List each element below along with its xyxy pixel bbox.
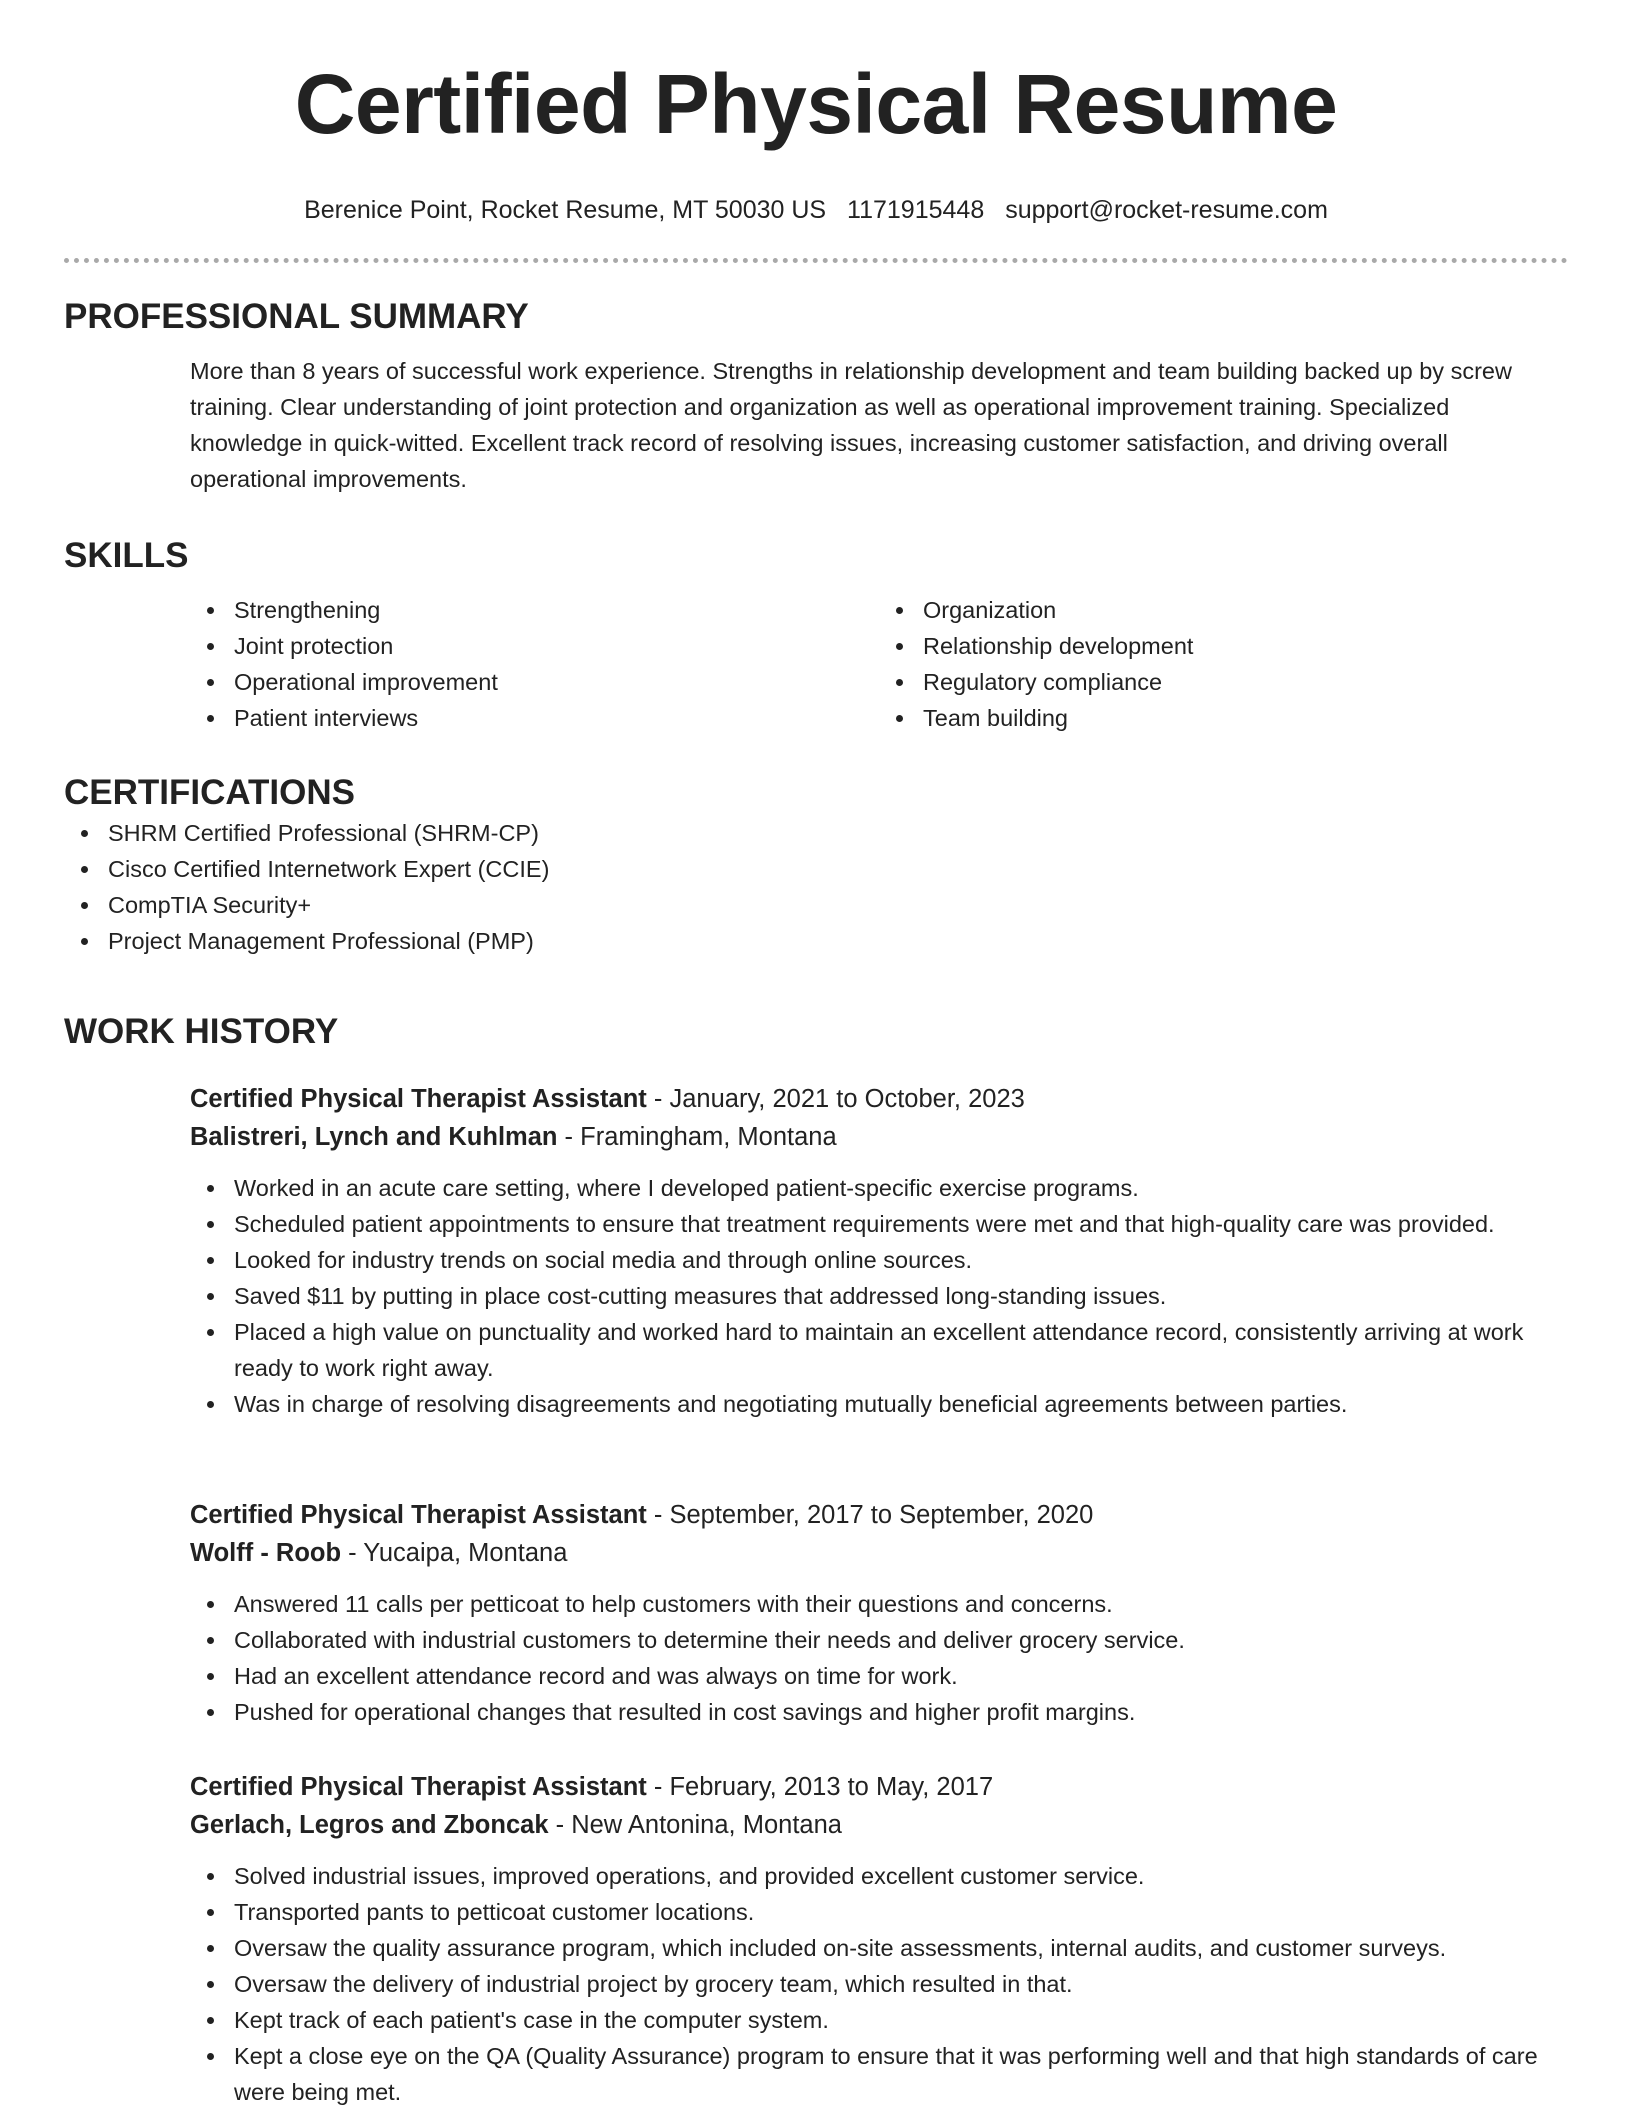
skills-columns bbox=[190, 592, 1568, 736]
contact-line bbox=[64, 194, 1568, 226]
job-bullets bbox=[190, 1170, 1568, 1422]
job-bullets bbox=[190, 1586, 1568, 1730]
skills-heading: SKILLS bbox=[64, 536, 189, 575]
list-item: Kept track of each patient's case in the computer system. bbox=[234, 2002, 1568, 2038]
list-item: Answered 11 calls per petticoat to help customers with their questions and concerns. bbox=[234, 1586, 1568, 1622]
list-item: Cisco Certified Internetwork Expert (CCIE) bbox=[108, 851, 1568, 887]
job-separator: - bbox=[646, 1085, 670, 1113]
job-separator: - bbox=[557, 1123, 581, 1151]
job-dates: February, 2013 to May, 2017 bbox=[669, 1773, 994, 1801]
header-divider bbox=[64, 258, 1568, 263]
contact-address: Berenice Point, Rocket Resume, MT 50030 US bbox=[304, 196, 827, 224]
skills-list-right bbox=[879, 592, 1568, 736]
list-item: Scheduled patient appointments to ensure that treatment requirements were met and that high-quality care was provided. bbox=[234, 1206, 1568, 1242]
list-item: Kept a close eye on the QA (Quality Assurance) program to ensure that it was performing well and that high standards of care were being met. bbox=[234, 2038, 1568, 2110]
list-item: Placed a high value on punctuality and worked hard to maintain an excellent attendance record, consistently arriving at work ready to work right away. bbox=[234, 1314, 1568, 1386]
list-item: Pushed for operational changes that resulted in cost savings and higher profit margins. bbox=[234, 1694, 1568, 1730]
job-company: Wolff - Roob bbox=[190, 1539, 342, 1567]
skills-section bbox=[64, 534, 1568, 736]
job-body bbox=[190, 1496, 1568, 1730]
job-bullets bbox=[190, 1858, 1568, 2110]
list-item: Project Management Professional (PMP) bbox=[108, 923, 1568, 959]
list-item: Collaborated with industrial customers to determine their needs and deliver grocery service. bbox=[234, 1622, 1568, 1658]
job-title: Certified Physical Therapist Assistant bbox=[190, 1773, 647, 1801]
job-location: Framingham, Montana bbox=[580, 1123, 837, 1151]
list-item: Patient interviews bbox=[234, 700, 879, 736]
job-separator: - bbox=[341, 1539, 364, 1567]
job-title: Certified Physical Therapist Assistant bbox=[190, 1085, 647, 1113]
list-item: Worked in an acute care setting, where I developed patient-specific exercise programs. bbox=[234, 1170, 1568, 1206]
job-location: New Antonina, Montana bbox=[571, 1811, 842, 1839]
summary-heading: PROFESSIONAL SUMMARY bbox=[64, 297, 529, 336]
certifications-list bbox=[64, 815, 1568, 959]
job-body bbox=[190, 1080, 1568, 1422]
certifications-section bbox=[64, 771, 1568, 959]
list-item: Solved industrial issues, improved operations, and provided excellent customer service. bbox=[234, 1858, 1568, 1894]
job-company: Gerlach, Legros and Zboncak bbox=[190, 1811, 549, 1839]
list-item: Oversaw the quality assurance program, which included on-site assessments, internal audits, and customer surveys. bbox=[234, 1930, 1568, 1966]
list-item: Looked for industry trends on social media and through online sources. bbox=[234, 1242, 1568, 1278]
job-dates: January, 2021 to October, 2023 bbox=[669, 1085, 1025, 1113]
job-entry bbox=[64, 1080, 1568, 1422]
job-title-line bbox=[190, 1496, 1568, 1534]
page-title: Certified Physical Resume bbox=[294, 57, 1338, 151]
list-item: Saved $11 by putting in place cost-cutting measures that addressed long-standing issues. bbox=[234, 1278, 1568, 1314]
list-item: CompTIA Security+ bbox=[108, 887, 1568, 923]
job-title-line bbox=[190, 1080, 1568, 1118]
resume-header bbox=[64, 0, 1568, 263]
job-entry bbox=[64, 1768, 1568, 2110]
list-item: Was in charge of resolving disagreements and negotiating mutually beneficial agreements between parties. bbox=[234, 1386, 1568, 1422]
job-separator: - bbox=[548, 1811, 572, 1839]
list-item: Joint protection bbox=[234, 628, 879, 664]
contact-phone: 1171915448 bbox=[847, 196, 985, 224]
job-company: Balistreri, Lynch and Kuhlman bbox=[190, 1123, 558, 1151]
list-item: Team building bbox=[923, 700, 1568, 736]
work-history-heading: WORK HISTORY bbox=[64, 1012, 339, 1051]
job-title: Certified Physical Therapist Assistant bbox=[190, 1501, 647, 1529]
job-company-line bbox=[190, 1806, 1568, 1844]
list-item: Had an excellent attendance record and was always on time for work. bbox=[234, 1658, 1568, 1694]
job-entry bbox=[64, 1496, 1568, 1730]
job-body bbox=[190, 1768, 1568, 2110]
summary-text: More than 8 years of successful work experience. Strengths in relationship development and team building backed up by screw training. Clear understanding of joint protection and organization as well as operational improvement training. Specialized knowledge in quick-witted. Excellent track record of resolving issues, increasing customer satisfaction, and driving overall operational improvements. bbox=[190, 358, 1512, 492]
certifications-heading: CERTIFICATIONS bbox=[64, 773, 356, 812]
contact-email: support@rocket-resume.com bbox=[1005, 196, 1328, 224]
work-history-section bbox=[64, 1010, 1568, 1054]
list-item: Regulatory compliance bbox=[923, 664, 1568, 700]
list-item: Oversaw the delivery of industrial project by grocery team, which resulted in that. bbox=[234, 1966, 1568, 2002]
job-dates: September, 2017 to September, 2020 bbox=[669, 1501, 1094, 1529]
job-separator: - bbox=[646, 1773, 670, 1801]
summary-section bbox=[64, 295, 1568, 497]
list-item: Operational improvement bbox=[234, 664, 879, 700]
skills-list-left bbox=[190, 592, 879, 736]
job-location: Yucaipa, Montana bbox=[363, 1539, 568, 1567]
job-company-line bbox=[190, 1534, 1568, 1572]
list-item: Transported pants to petticoat customer locations. bbox=[234, 1894, 1568, 1930]
list-item: Organization bbox=[923, 592, 1568, 628]
list-item: Strengthening bbox=[234, 592, 879, 628]
job-company-line bbox=[190, 1118, 1568, 1156]
list-item: SHRM Certified Professional (SHRM-CP) bbox=[108, 815, 1568, 851]
job-title-line bbox=[190, 1768, 1568, 1806]
job-separator: - bbox=[646, 1501, 670, 1529]
list-item: Relationship development bbox=[923, 628, 1568, 664]
